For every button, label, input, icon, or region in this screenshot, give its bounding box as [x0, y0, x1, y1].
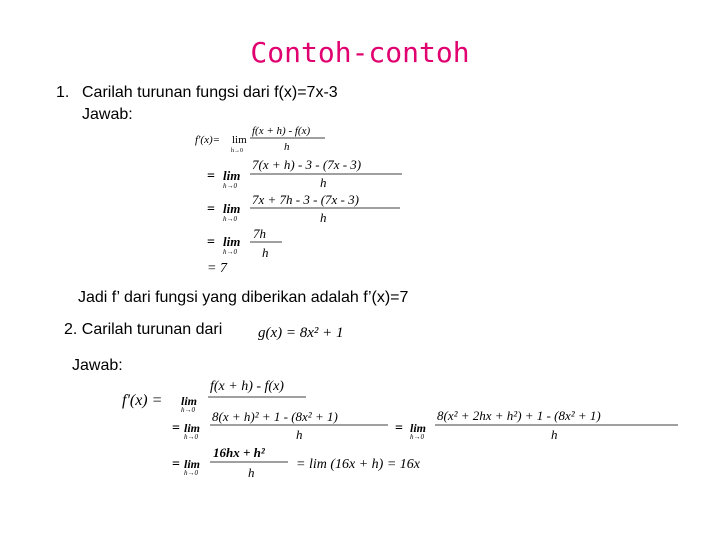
p2-sub-3: h→0: [410, 433, 424, 441]
p1-eq-3: =: [207, 202, 215, 217]
p1-lim-4: lim: [223, 234, 241, 249]
p1-num-3: 7x + 7h - 3 - (7x - 3): [252, 192, 359, 207]
p2-lim-3: lim: [410, 421, 427, 435]
p1-lim-3: lim: [223, 201, 241, 216]
p2-den-2: h: [296, 427, 303, 442]
p1-num-2: 7(x + h) - 3 - (7x - 3): [252, 157, 362, 172]
p2-den-3: h: [551, 427, 558, 442]
p2-eq-3: =: [395, 421, 403, 436]
p1-result: = 7: [207, 261, 227, 276]
p1-lhs: f'(x)=: [195, 134, 221, 146]
problem1-conclusion: Jadi f’ dari fungsi yang diberikan adalah f’(x)=7: [78, 289, 409, 306]
p1-num-1: f(x + h) - f(x): [252, 125, 311, 137]
p1-lim-2: lim: [223, 168, 241, 183]
p2-sub-2: h→0: [184, 433, 198, 441]
p1-den-1: h: [284, 141, 290, 153]
problem1-question: Carilah turunan fungsi dari f(x)=7x-3: [82, 84, 338, 101]
p2-lim-4: lim: [184, 457, 201, 471]
problem1-number: 1.: [56, 84, 70, 101]
p2-lim-2: lim: [184, 421, 201, 435]
p2-eq-4: =: [172, 457, 180, 472]
p1-den-3: h: [320, 210, 327, 225]
p2-sub-1: h→0: [181, 406, 195, 414]
p1-eq-2: =: [207, 169, 215, 184]
problem2-question: 2. Carilah turunan dari: [64, 321, 223, 338]
p2-lim-1: lim: [181, 394, 198, 408]
p2-num-1: f(x + h) - f(x): [210, 379, 284, 394]
p2-function: g(x) = 8x² + 1: [258, 325, 344, 341]
p1-eq-4: =: [207, 235, 215, 250]
p2-num-3: 8(x² + 2hx + h²) + 1 - (8x² + 1): [437, 408, 601, 423]
p1-den-4: h: [262, 245, 269, 260]
p1-sub-4: h→0: [223, 248, 237, 256]
p2-eq-2: =: [172, 421, 180, 436]
p1-sub-1: h→0: [231, 148, 243, 154]
p2-num-4: 16hx + h²: [213, 445, 265, 460]
p2-lhs: f'(x) =: [122, 392, 163, 409]
p1-lim-1: lim: [232, 134, 247, 146]
p2-rhs: = lim (16x + h) = 16x: [296, 457, 420, 472]
p2-num-2: 8(x + h)² + 1 - (8x² + 1): [212, 409, 338, 424]
problem1-answer-label: Jawab:: [82, 106, 133, 123]
problem2-answer-label: Jawab:: [72, 357, 123, 374]
p2-den-4: h: [248, 465, 255, 480]
p1-sub-3: h→0: [223, 215, 237, 223]
p1-num-4: 7h: [253, 226, 266, 241]
page-title: Contoh-contoh: [250, 36, 470, 69]
p1-den-2: h: [320, 175, 327, 190]
p1-sub-2: h→0: [223, 182, 237, 190]
p2-sub-4: h→0: [184, 469, 198, 477]
